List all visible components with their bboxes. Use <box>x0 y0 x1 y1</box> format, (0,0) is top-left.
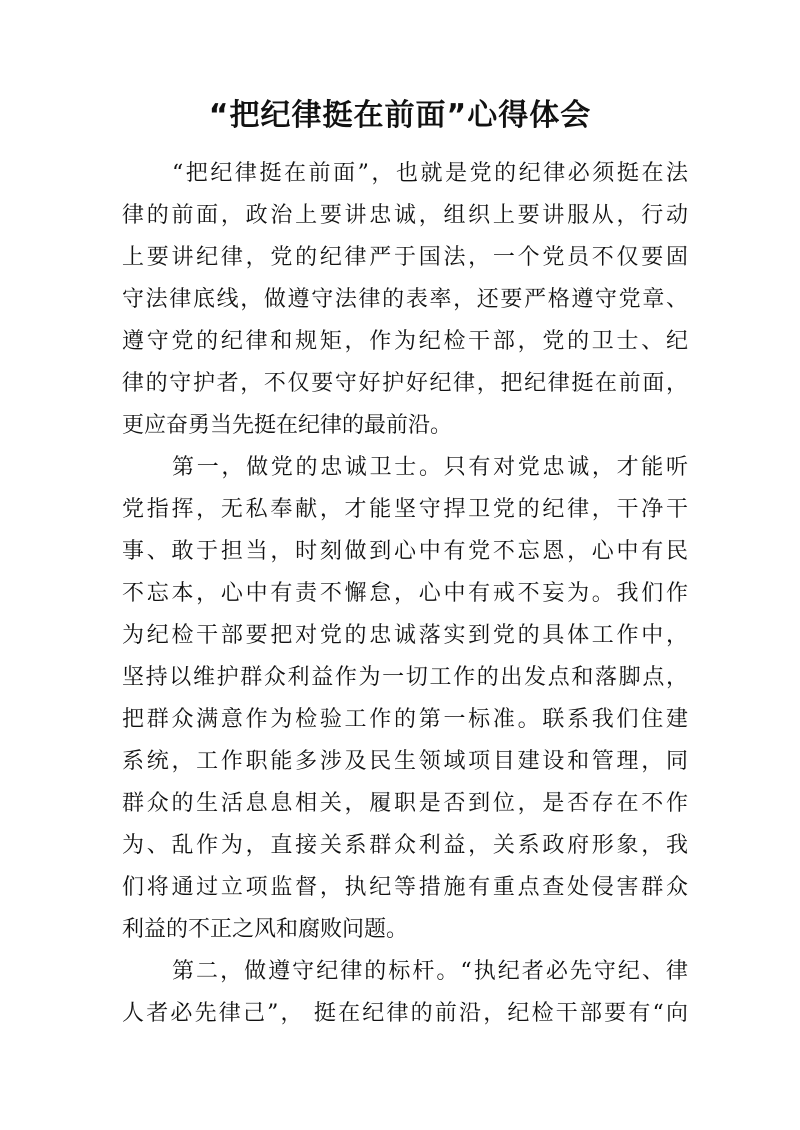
text-line: 系统，工作职能多涉及民生领域项目建设和管理，同 <box>122 749 688 774</box>
text-line: 第一，做党的忠诚卫士。只有对党忠诚，才能听 <box>172 455 688 480</box>
document-body <box>122 153 688 1035</box>
text-line: 们将通过立项监督，执纪等措施有重点查处侵害群众 <box>122 875 688 900</box>
text-line: 把群众满意作为检验工作的第一标准。联系我们住建 <box>122 707 688 732</box>
text-line: 坚持以维护群众利益作为一切工作的出发点和落脚点， <box>122 665 688 690</box>
text-line: 群众的生活息息相关，履职是否到位，是否存在不作 <box>122 791 688 816</box>
text-line: 守法律底线，做遵守法律的表率，还要严格遵守党章、 <box>122 287 688 312</box>
text-line: 党指挥，无私奉献，才能坚守捍卫党的纪律，干净干 <box>122 497 688 522</box>
text-line: 为纪检干部要把对党的忠诚落实到党的具体工作中， <box>122 623 688 648</box>
text-line: 为、乱作为，直接关系群众利益，关系政府形象，我 <box>122 833 688 858</box>
text-line: 不忘本，心中有责不懈怠，心中有戒不妄为。我们作 <box>122 581 688 606</box>
text-line: 利益的不正之风和腐败问题。 <box>122 917 409 942</box>
text-line: 第二，做遵守纪律的标杆。“执纪者必先守纪、律 <box>172 959 688 984</box>
document-title: “把纪律挺在前面”心得体会 <box>208 98 592 133</box>
text-line: 更应奋勇当先挺在纪律的最前沿。 <box>122 413 453 438</box>
text-line: 事、敢于担当，时刻做到心中有党不忘恩，心中有民 <box>122 539 688 564</box>
text-line: 律的守护者，不仅要守好护好纪律，把纪律挺在前面， <box>122 371 688 396</box>
text-line: “把纪律挺在前面”，也就是党的纪律必须挺在法 <box>172 161 688 186</box>
text-line: 律的前面，政治上要讲忠诚，组织上要讲服从，行动 <box>122 203 688 228</box>
text-line: 上要讲纪律，党的纪律严于国法，一个党员不仅要固 <box>122 245 688 270</box>
text-line: 人者必先律己”， 挺在纪律的前沿，纪检干部要有“向 <box>122 1001 688 1026</box>
text-line: 遵守党的纪律和规矩，作为纪检干部，党的卫士、纪 <box>122 329 688 354</box>
